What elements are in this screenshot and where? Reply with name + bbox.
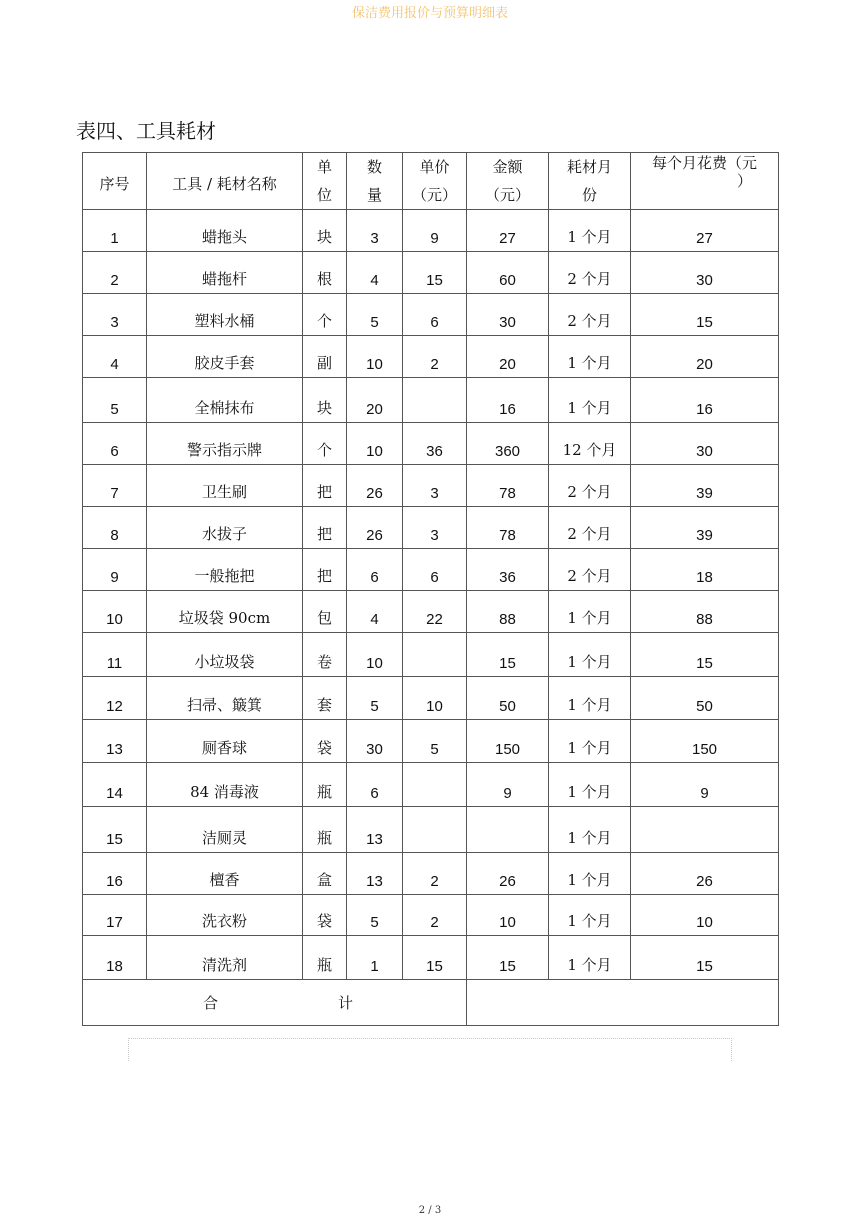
cell-price: 2 (403, 336, 467, 378)
cell-name: 塑料水桶 (147, 294, 303, 336)
cell-amount: 15 (467, 936, 549, 980)
cell-seq: 12 (83, 677, 147, 720)
cell-monthly (631, 807, 779, 853)
section-title: 表四、工具耗材 (76, 119, 216, 143)
cell-name: 警示指示牌 (147, 423, 303, 465)
table-row (83, 423, 779, 465)
cell-monthly: 88 (631, 591, 779, 633)
cell-amount: 60 (467, 252, 549, 294)
table-row (83, 252, 779, 294)
cell-price: 3 (403, 507, 467, 549)
table-row (83, 853, 779, 895)
cell-seq: 5 (83, 378, 147, 423)
cell-unit: 个 (303, 423, 347, 465)
cell-monthly: 15 (631, 633, 779, 677)
cell-price: 15 (403, 252, 467, 294)
col-life-header: 耗材月 份 (549, 153, 631, 210)
total-label: 合 计 (83, 980, 467, 1026)
cell-monthly: 150 (631, 720, 779, 763)
cell-life: 1 个月 (549, 633, 631, 677)
cell-qty: 10 (347, 336, 403, 378)
cell-monthly: 15 (631, 294, 779, 336)
cell-price: 9 (403, 210, 467, 252)
cell-price: 3 (403, 465, 467, 507)
cell-monthly: 39 (631, 507, 779, 549)
cell-qty: 13 (347, 807, 403, 853)
cell-name: 洗衣粉 (147, 895, 303, 936)
cell-life: 1 个月 (549, 210, 631, 252)
total-value (467, 980, 779, 1026)
cell-price: 2 (403, 853, 467, 895)
cell-seq: 2 (83, 252, 147, 294)
table-row (83, 633, 779, 677)
table-row (83, 591, 779, 633)
cell-unit: 盒 (303, 853, 347, 895)
table-row (83, 507, 779, 549)
cell-name: 一般拖把 (147, 549, 303, 591)
cell-name: 84 消毒液 (147, 763, 303, 807)
cell-life: 1 个月 (549, 378, 631, 423)
cell-life: 2 个月 (549, 507, 631, 549)
cell-unit: 包 (303, 591, 347, 633)
cell-qty: 1 (347, 936, 403, 980)
cell-life: 1 个月 (549, 720, 631, 763)
table-row (83, 549, 779, 591)
cell-price: 22 (403, 591, 467, 633)
cell-unit: 卷 (303, 633, 347, 677)
cell-name: 蜡拖头 (147, 210, 303, 252)
col-price-header: 单价 （元） (403, 153, 467, 210)
cell-unit: 把 (303, 507, 347, 549)
cell-seq: 3 (83, 294, 147, 336)
cell-seq: 7 (83, 465, 147, 507)
cell-price: 10 (403, 677, 467, 720)
cell-name: 小垃圾袋 (147, 633, 303, 677)
cell-seq: 11 (83, 633, 147, 677)
cell-qty: 6 (347, 549, 403, 591)
col-name-header: 工具 / 耗材名称 (147, 153, 303, 210)
cell-qty: 5 (347, 895, 403, 936)
cell-name: 水拔子 (147, 507, 303, 549)
cell-life: 1 个月 (549, 853, 631, 895)
table-row (83, 936, 779, 980)
cell-amount: 30 (467, 294, 549, 336)
cell-unit: 袋 (303, 720, 347, 763)
cell-monthly: 30 (631, 252, 779, 294)
cell-price: 6 (403, 549, 467, 591)
cell-unit: 副 (303, 336, 347, 378)
cell-life: 2 个月 (549, 294, 631, 336)
cell-price (403, 633, 467, 677)
cell-amount: 27 (467, 210, 549, 252)
page-number: 2 / 3 (418, 1205, 442, 1216)
cell-amount (467, 807, 549, 853)
cell-monthly: 10 (631, 895, 779, 936)
cell-name: 清洗剂 (147, 936, 303, 980)
cell-monthly: 18 (631, 549, 779, 591)
cell-price: 36 (403, 423, 467, 465)
cell-seq: 1 (83, 210, 147, 252)
cell-seq: 15 (83, 807, 147, 853)
col-qty-header: 数 量 (347, 153, 403, 210)
cell-seq: 13 (83, 720, 147, 763)
cell-amount: 360 (467, 423, 549, 465)
cell-seq: 16 (83, 853, 147, 895)
cell-life: 2 个月 (549, 252, 631, 294)
table-row (83, 210, 779, 252)
cell-monthly: 50 (631, 677, 779, 720)
cell-qty: 6 (347, 763, 403, 807)
cell-monthly: 27 (631, 210, 779, 252)
cell-life: 1 个月 (549, 807, 631, 853)
cell-amount: 36 (467, 549, 549, 591)
col-seq-header: 序号 (83, 153, 147, 210)
cell-unit: 瓶 (303, 763, 347, 807)
cell-monthly: 39 (631, 465, 779, 507)
cell-life: 2 个月 (549, 465, 631, 507)
cell-qty: 5 (347, 294, 403, 336)
cell-life: 1 个月 (549, 936, 631, 980)
cell-amount: 15 (467, 633, 549, 677)
cell-seq: 9 (83, 549, 147, 591)
cell-seq: 17 (83, 895, 147, 936)
cell-name: 胶皮手套 (147, 336, 303, 378)
col-monthly-header: 每个月花费（元 ） (631, 153, 779, 210)
cell-monthly: 26 (631, 853, 779, 895)
cell-qty: 5 (347, 677, 403, 720)
cell-seq: 8 (83, 507, 147, 549)
cell-monthly: 15 (631, 936, 779, 980)
header-row (83, 153, 779, 210)
cell-price (403, 807, 467, 853)
cell-life: 1 个月 (549, 677, 631, 720)
cell-monthly: 9 (631, 763, 779, 807)
cell-amount: 78 (467, 465, 549, 507)
table-row (83, 807, 779, 853)
cell-amount: 20 (467, 336, 549, 378)
cell-unit: 根 (303, 252, 347, 294)
cell-unit: 瓶 (303, 807, 347, 853)
cell-monthly: 30 (631, 423, 779, 465)
cell-amount: 10 (467, 895, 549, 936)
cell-name: 洁厕灵 (147, 807, 303, 853)
cell-monthly: 20 (631, 336, 779, 378)
cell-name: 厕香球 (147, 720, 303, 763)
cell-name: 扫帚、簸箕 (147, 677, 303, 720)
tools-table (82, 152, 779, 1026)
cell-amount: 50 (467, 677, 549, 720)
cell-price: 6 (403, 294, 467, 336)
cell-unit: 袋 (303, 895, 347, 936)
cell-seq: 14 (83, 763, 147, 807)
cell-amount: 9 (467, 763, 549, 807)
cell-life: 1 个月 (549, 336, 631, 378)
cell-qty: 26 (347, 507, 403, 549)
cell-unit: 瓶 (303, 936, 347, 980)
cell-monthly: 16 (631, 378, 779, 423)
table-row (83, 336, 779, 378)
cell-life: 1 个月 (549, 763, 631, 807)
cell-amount: 78 (467, 507, 549, 549)
cell-qty: 10 (347, 633, 403, 677)
col-unit-header: 单 位 (303, 153, 347, 210)
table-row (83, 378, 779, 423)
cell-unit: 块 (303, 210, 347, 252)
cell-life: 1 个月 (549, 895, 631, 936)
table-row (83, 895, 779, 936)
cell-life: 1 个月 (549, 591, 631, 633)
cell-price: 5 (403, 720, 467, 763)
total-row (83, 980, 779, 1026)
cell-qty: 4 (347, 591, 403, 633)
cell-name: 垃圾袋 90cm (147, 591, 303, 633)
cell-unit: 套 (303, 677, 347, 720)
page-header: 保洁费用报价与预算明细表 (351, 6, 508, 21)
dotted-box (128, 1038, 732, 1061)
cell-name: 檀香 (147, 853, 303, 895)
cell-name: 全棉抹布 (147, 378, 303, 423)
cell-name: 蜡拖杆 (147, 252, 303, 294)
cell-unit: 个 (303, 294, 347, 336)
cell-qty: 20 (347, 378, 403, 423)
table-row (83, 294, 779, 336)
cell-amount: 88 (467, 591, 549, 633)
cell-amount: 150 (467, 720, 549, 763)
cell-seq: 4 (83, 336, 147, 378)
cell-unit: 把 (303, 465, 347, 507)
col-amount-header: 金额 （元） (467, 153, 549, 210)
table-row (83, 677, 779, 720)
cell-name: 卫生刷 (147, 465, 303, 507)
cell-qty: 4 (347, 252, 403, 294)
cell-unit: 块 (303, 378, 347, 423)
cell-life: 12 个月 (549, 423, 631, 465)
cell-unit: 把 (303, 549, 347, 591)
cell-price: 2 (403, 895, 467, 936)
cell-qty: 26 (347, 465, 403, 507)
cell-price: 15 (403, 936, 467, 980)
cell-amount: 26 (467, 853, 549, 895)
cell-qty: 3 (347, 210, 403, 252)
cell-price (403, 378, 467, 423)
cell-seq: 6 (83, 423, 147, 465)
cell-price (403, 763, 467, 807)
cell-qty: 13 (347, 853, 403, 895)
table-row (83, 720, 779, 763)
table-row (83, 465, 779, 507)
cell-seq: 10 (83, 591, 147, 633)
cell-qty: 10 (347, 423, 403, 465)
cell-seq: 18 (83, 936, 147, 980)
cell-amount: 16 (467, 378, 549, 423)
cell-life: 2 个月 (549, 549, 631, 591)
table-row (83, 763, 779, 807)
cell-qty: 30 (347, 720, 403, 763)
